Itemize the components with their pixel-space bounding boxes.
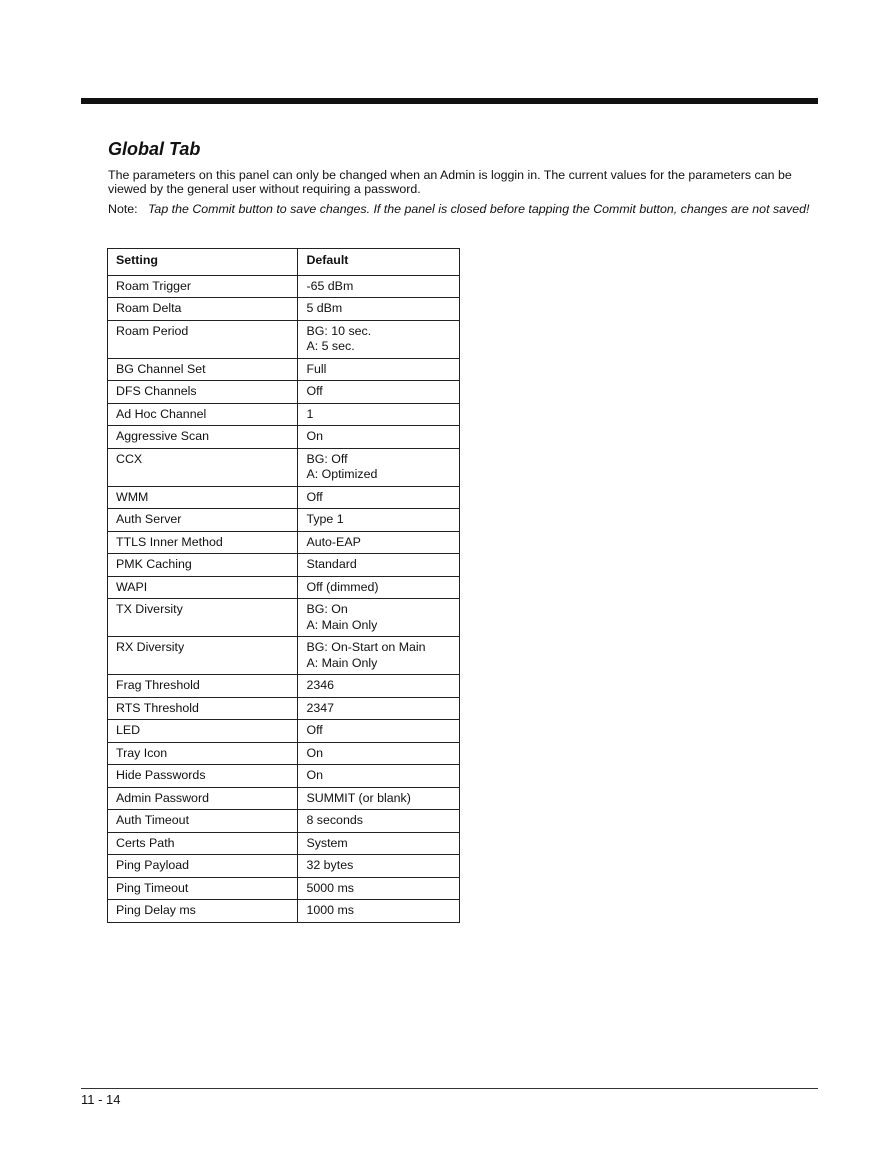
table-row <box>108 637 460 675</box>
setting-cell: LED <box>108 720 298 743</box>
table-row <box>108 320 460 358</box>
default-value-line: 32 bytes <box>306 858 354 872</box>
default-cell <box>298 486 460 509</box>
table-row <box>108 599 460 637</box>
table-row <box>108 426 460 449</box>
default-value-line: 8 seconds <box>306 813 363 827</box>
default-value-line: System <box>306 835 348 850</box>
note-text: Tap the Commit button to save changes. If the panel is closed before tapping the Commit button, changes are not saved! <box>148 202 810 216</box>
setting-cell: Admin Password <box>108 787 298 810</box>
default-value-line: BG: 10 sec. <box>306 323 372 338</box>
table-row <box>108 358 460 381</box>
default-value-line: 5000 ms <box>306 880 354 895</box>
default-value-line: BG: On-Start on Main <box>306 640 426 654</box>
default-value-line: Type 1 <box>306 512 344 526</box>
table-row <box>108 275 460 298</box>
table-row <box>108 877 460 900</box>
default-value-line: Off <box>306 384 323 398</box>
default-cell <box>298 877 460 900</box>
table-row <box>108 765 460 788</box>
default-value-line: A: Optimized <box>306 467 378 481</box>
default-cell <box>298 403 460 426</box>
bottom-rule <box>81 1088 818 1089</box>
note-label: Note: <box>108 202 138 216</box>
default-value-line: Standard <box>306 557 357 571</box>
page-number: 11 - 14 <box>81 1092 121 1107</box>
setting-cell: Ping Payload <box>108 855 298 878</box>
default-cell <box>298 742 460 765</box>
default-cell <box>298 720 460 743</box>
default-value-line: Off <box>306 489 323 504</box>
setting-cell: Roam Delta <box>108 298 298 321</box>
top-rule <box>81 98 818 104</box>
default-value-line: 5 dBm <box>306 301 343 315</box>
default-value-line: On <box>306 429 323 443</box>
setting-cell: Ping Timeout <box>108 877 298 900</box>
default-cell <box>298 675 460 698</box>
page-title: Global Tab <box>108 139 201 159</box>
table-row <box>108 298 460 321</box>
setting-cell: Ping Delay ms <box>108 900 298 923</box>
default-value-line: SUMMIT (or blank) <box>306 790 411 805</box>
setting-cell: RX Diversity <box>108 637 298 675</box>
default-value-line: 2346 <box>306 678 335 692</box>
default-value-line: BG: On <box>306 602 348 616</box>
default-value-line: 2347 <box>306 700 335 715</box>
default-value-line: On <box>306 768 323 782</box>
table-row <box>108 448 460 486</box>
setting-cell: Aggressive Scan <box>108 426 298 449</box>
setting-cell: WAPI <box>108 576 298 599</box>
default-cell <box>298 697 460 720</box>
default-value-line: Full <box>306 361 327 376</box>
default-cell <box>298 787 460 810</box>
setting-cell: Auth Server <box>108 509 298 532</box>
settings-table <box>107 248 460 923</box>
default-cell <box>298 855 460 878</box>
setting-cell: Tray Icon <box>108 742 298 765</box>
table-row <box>108 855 460 878</box>
default-value-line: Off (dimmed) <box>306 579 379 594</box>
table-row <box>108 810 460 833</box>
table-row <box>108 403 460 426</box>
default-cell <box>298 509 460 532</box>
table-row <box>108 486 460 509</box>
table-row <box>108 720 460 743</box>
default-value-line: BG: Off <box>306 451 348 466</box>
setting-cell: DFS Channels <box>108 381 298 404</box>
default-cell <box>298 381 460 404</box>
setting-cell: Hide Passwords <box>108 765 298 788</box>
intro-paragraph: The parameters on this panel can only be changed when an Admin is loggin in. The current values for the parameters can be viewed by the general user without requiring a password. <box>108 168 792 196</box>
table-row <box>108 697 460 720</box>
table-row <box>108 900 460 923</box>
default-cell <box>298 832 460 855</box>
note-block <box>108 202 820 216</box>
setting-cell: PMK Caching <box>108 554 298 577</box>
default-value-line: -65 dBm <box>306 278 354 293</box>
default-value-line: A: Main Only <box>306 655 378 670</box>
table-row <box>108 742 460 765</box>
table-row <box>108 576 460 599</box>
default-cell <box>298 358 460 381</box>
default-cell <box>298 599 460 637</box>
header-default: Default <box>298 249 460 276</box>
table-header-row <box>108 249 460 276</box>
default-value-line: On <box>306 745 323 760</box>
default-value-line: 1 <box>306 406 314 421</box>
table-row <box>108 554 460 577</box>
default-cell <box>298 298 460 321</box>
setting-cell: Roam Period <box>108 320 298 358</box>
default-cell <box>298 426 460 449</box>
setting-cell: Certs Path <box>108 832 298 855</box>
setting-cell: WMM <box>108 486 298 509</box>
default-cell <box>298 320 460 358</box>
default-value-line: Auto-EAP <box>306 534 361 549</box>
setting-cell: CCX <box>108 448 298 486</box>
header-setting: Setting <box>108 249 298 276</box>
table-row <box>108 675 460 698</box>
setting-cell: BG Channel Set <box>108 358 298 381</box>
default-value-line: 1000 ms <box>306 903 354 917</box>
table-row <box>108 832 460 855</box>
table-body <box>108 275 460 922</box>
default-value-line: A: 5 sec. <box>306 339 355 353</box>
table-row <box>108 531 460 554</box>
default-cell <box>298 900 460 923</box>
default-cell <box>298 531 460 554</box>
setting-cell: TX Diversity <box>108 599 298 637</box>
default-value-line: Off <box>306 723 323 737</box>
default-cell <box>298 765 460 788</box>
default-cell <box>298 448 460 486</box>
setting-cell: Auth Timeout <box>108 810 298 833</box>
table-row <box>108 381 460 404</box>
default-value-line: A: Main Only <box>306 617 378 632</box>
default-cell <box>298 576 460 599</box>
default-cell <box>298 637 460 675</box>
setting-cell: RTS Threshold <box>108 697 298 720</box>
table-row <box>108 787 460 810</box>
setting-cell: Roam Trigger <box>108 275 298 298</box>
default-cell <box>298 554 460 577</box>
table-row <box>108 509 460 532</box>
setting-cell: Frag Threshold <box>108 675 298 698</box>
setting-cell: TTLS Inner Method <box>108 531 298 554</box>
default-cell <box>298 810 460 833</box>
setting-cell: Ad Hoc Channel <box>108 403 298 426</box>
default-cell <box>298 275 460 298</box>
